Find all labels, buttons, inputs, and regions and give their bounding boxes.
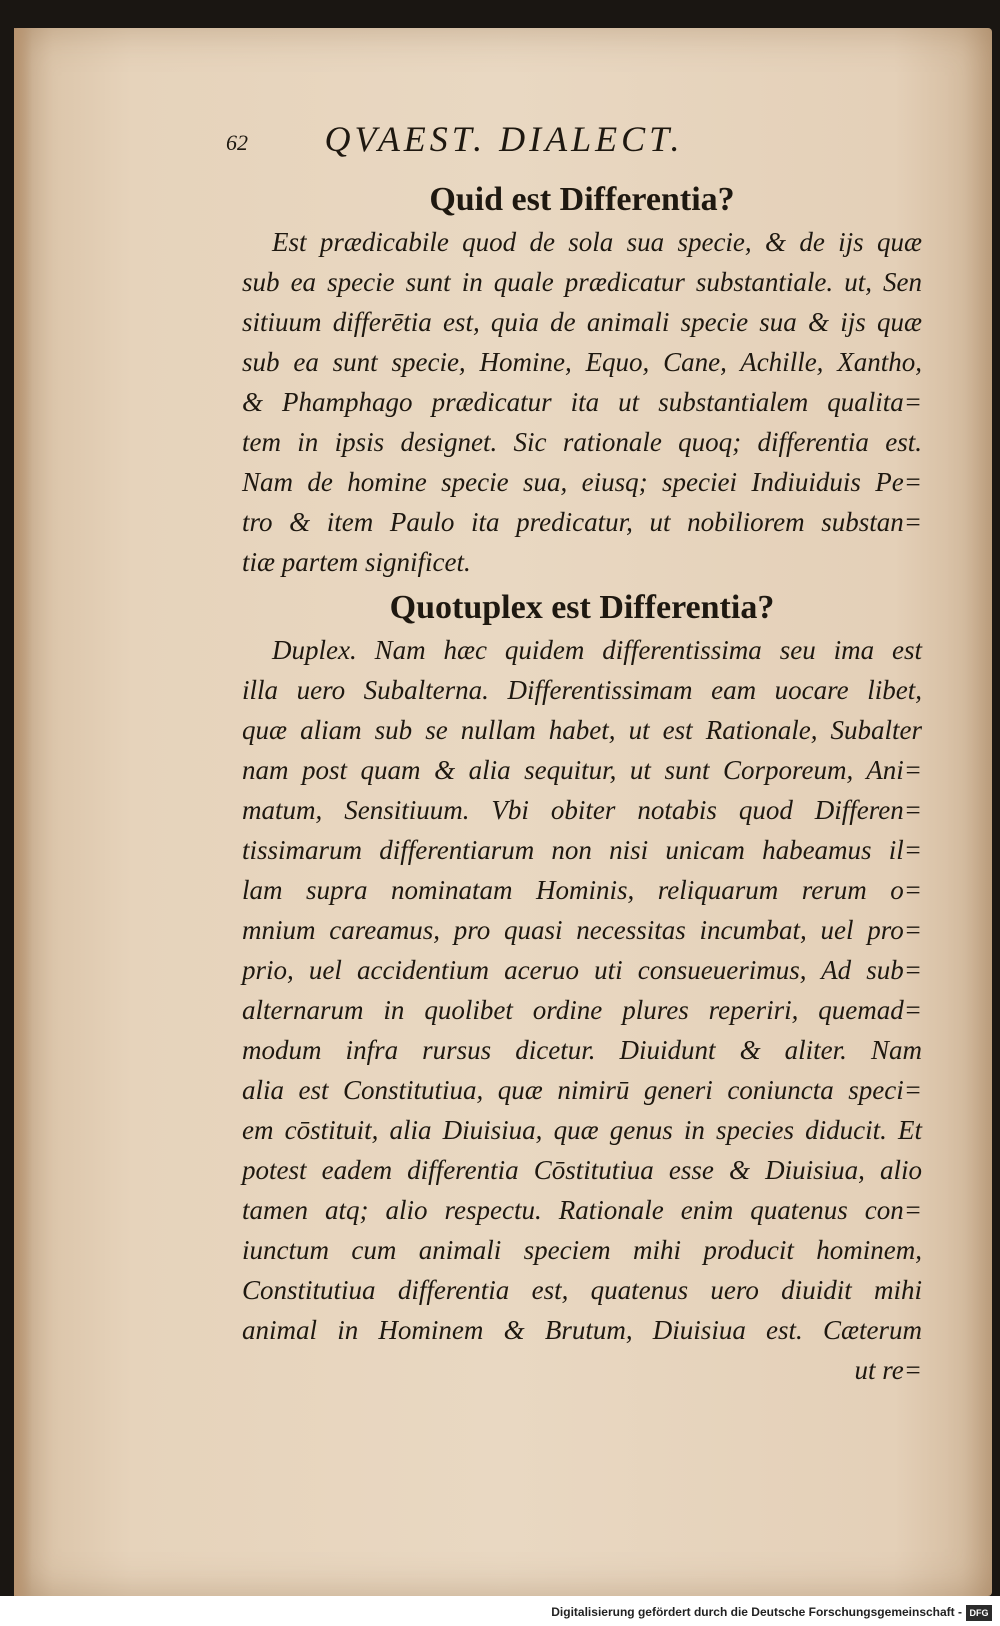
text-line: Est prædicabile quod de sola sua specie, & de ijs quæ xyxy=(272,227,922,257)
text-line: em cōstituit, alia Diuisiua, quæ genus in species diducit. Et xyxy=(242,1115,922,1145)
text-line: sub ea sunt specie, Homine, Equo, Cane, Achille, Xantho, xyxy=(242,347,922,377)
folio-number: 62 xyxy=(226,130,248,155)
funding-credit: Digitalisierung gefördert durch die Deutsche Forschungsgemeinschaft - xyxy=(551,1605,962,1619)
book-page xyxy=(14,28,992,1596)
paragraph-division xyxy=(242,630,922,1390)
text-line: nam post quam & alia sequitur, ut sunt Corporeum, Ani= xyxy=(242,755,922,785)
text-line: alia est Constitutiua, quæ nimirū generi coniuncta speci= xyxy=(242,1075,922,1105)
section-heading-quotuplex-est-differentia: Quotuplex est Differentia? xyxy=(389,589,775,626)
text-line: mnium careamus, pro quasi necessitas incumbat, uel pro= xyxy=(242,915,922,945)
text-block xyxy=(242,178,922,1390)
text-line: tiæ partem significet. xyxy=(242,547,471,577)
running-head: QVAEST. DIALECT. xyxy=(324,119,684,159)
text-line: tem in ipsis designet. Sic rationale quoq; differentia est. xyxy=(242,427,922,457)
text-line: modum infra rursus dicetur. Diuidunt & aliter. Nam xyxy=(242,1035,922,1065)
text-line: & Phamphago prædicatur ita ut substantialem qualita= xyxy=(242,387,922,417)
text-line: quæ aliam sub se nullam habet, ut est Rationale, Subalter xyxy=(242,715,922,745)
text-line: lam supra nominatam Hominis, reliquarum rerum o= xyxy=(242,875,922,905)
text-line: alternarum in quolibet ordine plures reperiri, quemad= xyxy=(242,995,922,1025)
text-line: tissimarum differentiarum non nisi unicam habeamus il= xyxy=(242,835,922,865)
section-heading-quid-est-differentia: Quid est Differentia? xyxy=(429,181,735,218)
text-line: sitiuum differētia est, quia de animali specie sua & ijs quæ xyxy=(242,307,922,337)
text-line: matum, Sensitiuum. Vbi obiter notabis quod Differen= xyxy=(242,795,922,825)
text-line: animal in Hominem & Brutum, Diuisiua est. Cæterum xyxy=(242,1315,922,1345)
text-line: Constitutiua differentia est, quatenus uero diuidit mihi xyxy=(242,1275,922,1305)
text-line: Nam de homine specie sua, eiusq; speciei Indiuiduis Pe= xyxy=(242,467,922,497)
text-line: Duplex. Nam hæc quidem differentissima seu ima est xyxy=(272,635,922,665)
dfg-logo-icon: DFG xyxy=(966,1605,992,1621)
text-line: iunctum cum animali speciem mihi producit hominem, xyxy=(242,1235,922,1265)
text-line: tamen atq; alio respectu. Rationale enim quatenus con= xyxy=(242,1195,922,1225)
text-line: prio, uel accidentium aceruo uti consueuerimus, Ad sub= xyxy=(242,955,922,985)
paragraph-definition xyxy=(242,222,922,582)
digitization-footer xyxy=(0,1596,1000,1626)
text-line: illa uero Subalterna. Differentissimam eam uocare libet, xyxy=(242,675,922,705)
text-line: sub ea specie sunt in quale prædicatur substantiale. ut, Sen xyxy=(242,267,922,297)
text-line: tro & item Paulo ita predicatur, ut nobiliorem substan= xyxy=(242,507,922,537)
text-line: potest eadem differentia Cōstitutiua esse & Diuisiua, alio xyxy=(242,1155,922,1185)
catchword: ut re= xyxy=(854,1355,922,1385)
